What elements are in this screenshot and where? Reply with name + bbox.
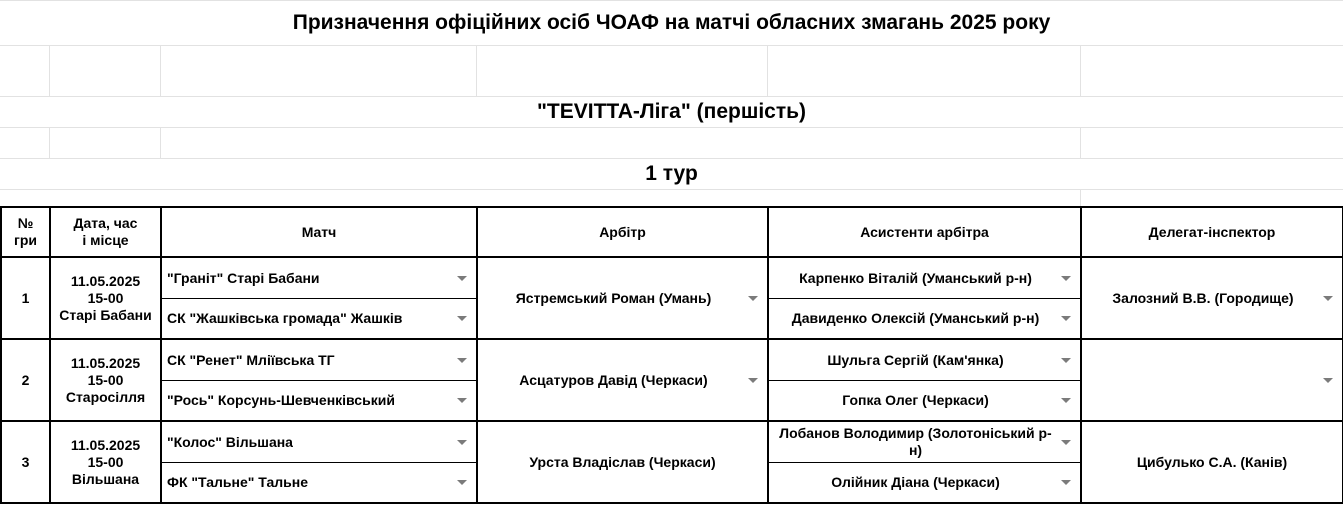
game-time: 15-00 bbox=[87, 453, 124, 470]
referee-name: Ястремський Роман (Умань) bbox=[515, 290, 712, 306]
home-team-dropdown[interactable] bbox=[161, 421, 477, 462]
referee-name: Асцатуров Давід (Черкаси) bbox=[519, 372, 708, 388]
gridline bbox=[49, 127, 50, 158]
dropdown-arrow-icon[interactable] bbox=[457, 358, 467, 363]
game-date: 11.05.2025 bbox=[70, 272, 141, 289]
header-game-number bbox=[1, 207, 50, 257]
table-row bbox=[1, 257, 1343, 298]
assistant2-dropdown[interactable] bbox=[768, 462, 1081, 503]
header-game-number-line1: № bbox=[17, 215, 34, 231]
gridline bbox=[1080, 45, 1081, 96]
dropdown-arrow-icon[interactable] bbox=[457, 276, 467, 281]
header-assistants: Асистенти арбітра bbox=[768, 207, 1081, 257]
assistant2-name: Гопка Олег (Черкаси) bbox=[842, 392, 989, 409]
home-team: "Колос" Вільшана bbox=[167, 433, 293, 450]
game-date-cell bbox=[50, 257, 161, 339]
dropdown-arrow-icon[interactable] bbox=[1061, 358, 1071, 363]
game-place: Старосілля bbox=[65, 388, 146, 405]
game-time: 15-00 bbox=[87, 371, 124, 388]
dropdown-arrow-icon[interactable] bbox=[1061, 480, 1071, 485]
game-date: 11.05.2025 bbox=[70, 436, 141, 453]
gridline bbox=[49, 45, 50, 96]
header-match: Матч bbox=[161, 207, 477, 257]
game-number: 1 bbox=[1, 257, 50, 339]
away-team: СК "Жашківська громада" Жашків bbox=[167, 310, 403, 327]
gridline bbox=[767, 45, 768, 96]
dropdown-arrow-icon[interactable] bbox=[1323, 378, 1333, 383]
delegate-dropdown[interactable] bbox=[1081, 339, 1343, 421]
delegate-name: Залозний В.В. (Городище) bbox=[1112, 290, 1294, 306]
game-place: Старі Бабани bbox=[59, 306, 152, 323]
assistant2-name: Олійник Діана (Черкаси) bbox=[831, 474, 1000, 491]
dropdown-arrow-icon[interactable] bbox=[457, 440, 467, 445]
dropdown-arrow-icon[interactable] bbox=[457, 398, 467, 403]
referee-cell[interactable] bbox=[477, 421, 768, 503]
away-team: ФК "Тальне" Тальне bbox=[167, 474, 309, 491]
delegate-cell[interactable] bbox=[1081, 421, 1343, 503]
referee-dropdown[interactable] bbox=[477, 257, 768, 339]
referee-name: Урста Владіслав (Черкаси) bbox=[529, 454, 716, 470]
away-team: "Рось" Корсунь-Шевченківський bbox=[167, 392, 395, 409]
round-title: 1 тур bbox=[645, 162, 698, 185]
table-header-row bbox=[1, 207, 1343, 257]
away-team-dropdown[interactable] bbox=[161, 380, 477, 421]
dropdown-arrow-icon[interactable] bbox=[748, 378, 758, 383]
game-number: 3 bbox=[1, 421, 50, 503]
dropdown-arrow-icon[interactable] bbox=[457, 316, 467, 321]
home-team: СК "Ренет" Мліївська ТГ bbox=[167, 351, 335, 368]
dropdown-arrow-icon[interactable] bbox=[1061, 276, 1071, 281]
assistant1-dropdown[interactable] bbox=[768, 421, 1081, 462]
header-referee: Арбітр bbox=[477, 207, 768, 257]
assistant2-dropdown[interactable] bbox=[768, 298, 1081, 339]
gridline bbox=[0, 45, 1343, 46]
table-row bbox=[1, 421, 1343, 462]
referee-dropdown[interactable] bbox=[477, 339, 768, 421]
appointments-table bbox=[0, 206, 1343, 504]
gridline bbox=[1080, 127, 1081, 158]
game-time: 15-00 bbox=[87, 289, 124, 306]
gridline bbox=[476, 45, 477, 96]
page-title: Призначення офіційних осіб ЧОАФ на матчі обласних змагань 2025 року bbox=[292, 11, 1051, 34]
dropdown-arrow-icon[interactable] bbox=[457, 480, 467, 485]
delegate-dropdown[interactable] bbox=[1081, 257, 1343, 339]
game-number: 2 bbox=[1, 339, 50, 421]
table-row bbox=[1, 339, 1343, 380]
home-team-dropdown[interactable] bbox=[161, 339, 477, 380]
assistant1-dropdown[interactable] bbox=[768, 339, 1081, 380]
gridline bbox=[160, 127, 161, 158]
home-team: "Граніт" Старі Бабани bbox=[167, 269, 320, 286]
assistant1-name: Лобанов Володимир (Золотоніський р-н) bbox=[779, 424, 1052, 458]
assistant2-name: Давиденко Олексій (Уманський р-н) bbox=[791, 310, 1040, 327]
dropdown-arrow-icon[interactable] bbox=[748, 296, 758, 301]
header-date bbox=[50, 207, 161, 257]
delegate-name: Цибулько С.А. (Канів) bbox=[1136, 454, 1288, 470]
dropdown-arrow-icon[interactable] bbox=[1061, 398, 1071, 403]
assistant1-name: Шульга Сергій (Кам'янка) bbox=[827, 351, 1004, 368]
assistant1-dropdown[interactable] bbox=[768, 257, 1081, 298]
header-date-line1: Дата, час bbox=[73, 215, 138, 231]
dropdown-arrow-icon[interactable] bbox=[1061, 316, 1071, 321]
header-game-number-line2: гри bbox=[14, 232, 37, 248]
game-date-cell bbox=[50, 421, 161, 503]
header-date-line2: і місце bbox=[82, 232, 129, 248]
gridline bbox=[0, 189, 1343, 190]
away-team-dropdown[interactable] bbox=[161, 462, 477, 503]
gridline bbox=[0, 127, 1343, 128]
gridline bbox=[1080, 189, 1081, 206]
away-team-dropdown[interactable] bbox=[161, 298, 477, 339]
game-place: Вільшана bbox=[71, 470, 140, 487]
dropdown-arrow-icon[interactable] bbox=[1061, 440, 1071, 445]
header-delegate: Делегат-інспектор bbox=[1081, 207, 1343, 257]
game-date: 11.05.2025 bbox=[70, 354, 141, 371]
assistant2-dropdown[interactable] bbox=[768, 380, 1081, 421]
dropdown-arrow-icon[interactable] bbox=[1323, 296, 1333, 301]
league-title: "TEVITTA-Ліга" (першість) bbox=[536, 100, 807, 123]
home-team-dropdown[interactable] bbox=[161, 257, 477, 298]
assistant1-name: Карпенко Віталій (Уманський р-н) bbox=[799, 269, 1032, 286]
gridline bbox=[160, 45, 161, 96]
game-date-cell bbox=[50, 339, 161, 421]
